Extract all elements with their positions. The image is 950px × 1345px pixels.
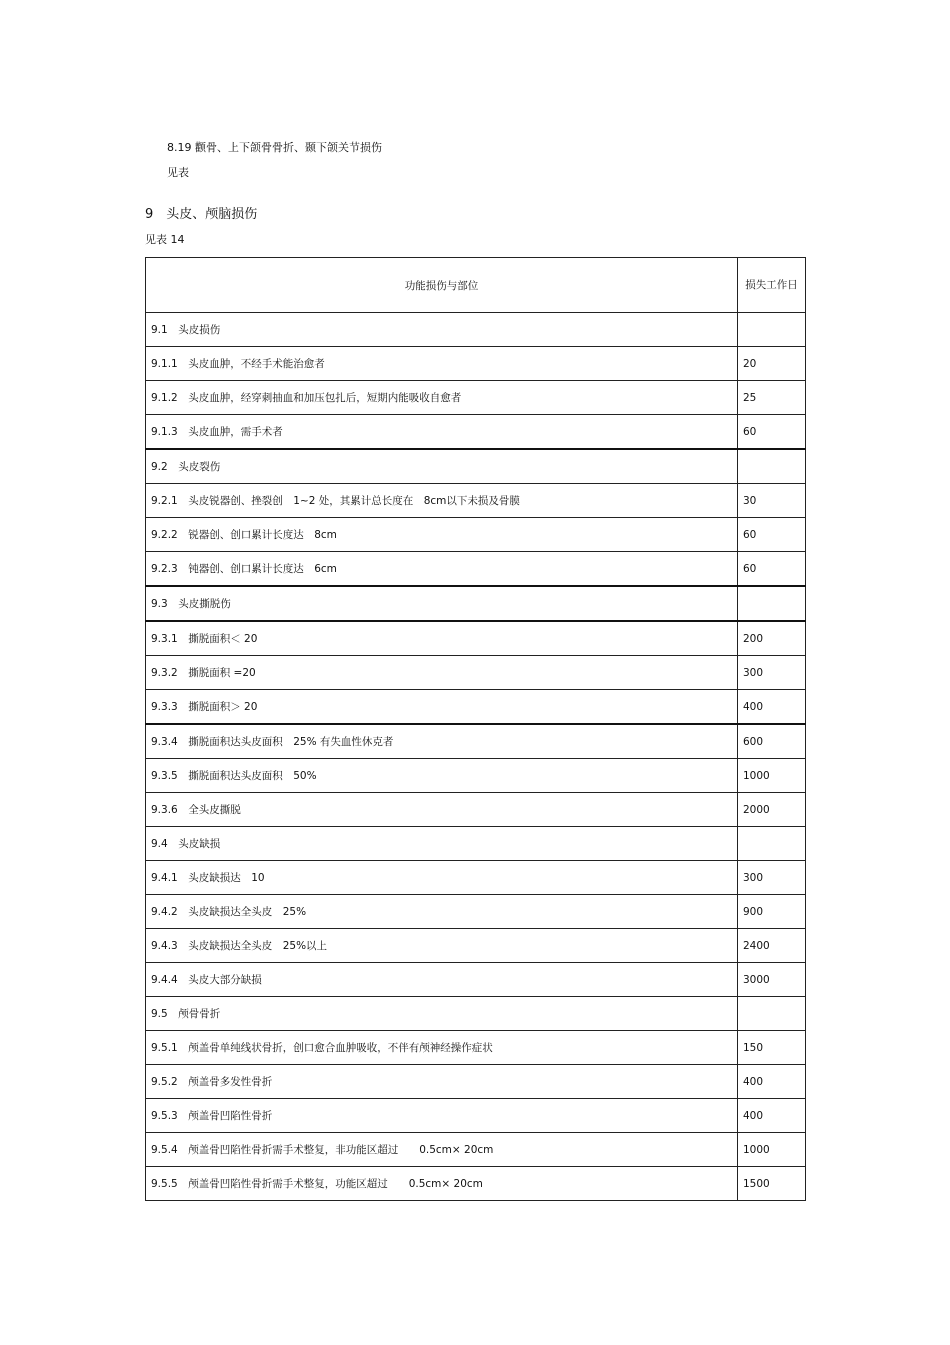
injury-description-cell: 9.4.2 头皮缺损达全头皮 25% xyxy=(146,895,738,929)
injury-description-cell: 9.1 头皮损伤 xyxy=(146,313,738,347)
table-row xyxy=(146,552,806,587)
injury-description-cell: 9.5.4 颅盖骨凹陷性骨折需手术整复，非功能区超过 0.5cm× 20cm xyxy=(146,1133,738,1167)
lost-workdays-cell xyxy=(738,449,806,484)
table-row xyxy=(146,793,806,827)
lost-workdays-cell: 60 xyxy=(738,518,806,552)
injury-description-cell: 9.2.2 锐器创、创口累计长度达 8cm xyxy=(146,518,738,552)
injury-description-cell: 9.5.5 颅盖骨凹陷性骨折需手术整复，功能区超过 0.5cm× 20cm xyxy=(146,1167,738,1201)
injury-description-cell: 9.4.4 头皮大部分缺损 xyxy=(146,963,738,997)
injury-description-cell: 9.3.6 全头皮撕脱 xyxy=(146,793,738,827)
injury-description-cell: 9.3 头皮撕脱伤 xyxy=(146,586,738,621)
section-9-heading: 9 头皮、颅脑损伤 xyxy=(145,207,258,222)
table-row xyxy=(146,415,806,450)
lost-workdays-cell xyxy=(738,827,806,861)
table-row xyxy=(146,1099,806,1133)
table-row xyxy=(146,381,806,415)
table-row xyxy=(146,963,806,997)
lost-workdays-cell xyxy=(738,997,806,1031)
table-header-row xyxy=(146,258,806,313)
lost-workdays-cell: 25 xyxy=(738,381,806,415)
injury-description-cell: 9.3.3 撕脱面积＞ 20 xyxy=(146,690,738,725)
table-row xyxy=(146,347,806,381)
lost-workdays-cell: 2000 xyxy=(738,793,806,827)
lost-workdays-cell: 300 xyxy=(738,861,806,895)
table-row xyxy=(146,929,806,963)
lost-workdays-cell: 1000 xyxy=(738,759,806,793)
injury-description-cell: 9.3.5 撕脱面积达头皮面积 50% xyxy=(146,759,738,793)
lost-workdays-cell: 150 xyxy=(738,1031,806,1065)
injury-description-cell: 9.2 头皮裂伤 xyxy=(146,449,738,484)
injury-description-cell: 9.2.1 头皮锐器创、挫裂创 1~2 处，其累计总长度在 8cm以下未损及骨膜 xyxy=(146,484,738,518)
injury-description-cell: 9.4.1 头皮缺损达 10 xyxy=(146,861,738,895)
table-row xyxy=(146,690,806,725)
section-8-19-heading: 8.19 颧骨、上下颌骨骨折、颞下颌关节损伤 xyxy=(167,141,382,154)
table-row xyxy=(146,621,806,656)
injury-description-cell: 9.5.1 颅盖骨单纯线状骨折，创口愈合血肿吸收，不伴有颅神经操作症状 xyxy=(146,1031,738,1065)
section-8-19-see-table: 见表 xyxy=(167,166,189,179)
lost-workdays-cell: 1500 xyxy=(738,1167,806,1201)
header-lost-workdays: 损失工作日 xyxy=(738,258,806,313)
table-row xyxy=(146,656,806,690)
table-row xyxy=(146,1167,806,1201)
lost-workdays-cell: 60 xyxy=(738,552,806,587)
injury-description-cell: 9.3.2 撕脱面积 =20 xyxy=(146,656,738,690)
lost-workdays-cell xyxy=(738,313,806,347)
table-row xyxy=(146,997,806,1031)
lost-workdays-cell: 3000 xyxy=(738,963,806,997)
table-row xyxy=(146,861,806,895)
lost-workdays-cell xyxy=(738,586,806,621)
injury-description-cell: 9.2.3 钝器创、创口累计长度达 6cm xyxy=(146,552,738,587)
injury-description-cell: 9.1.2 头皮血肿，经穿刺抽血和加压包扎后，短期内能吸收自愈者 xyxy=(146,381,738,415)
lost-workdays-cell: 300 xyxy=(738,656,806,690)
injury-description-cell: 9.5 颅骨骨折 xyxy=(146,997,738,1031)
table-row xyxy=(146,449,806,484)
table-row xyxy=(146,724,806,759)
lost-workdays-cell: 2400 xyxy=(738,929,806,963)
table-row xyxy=(146,484,806,518)
table-row xyxy=(146,586,806,621)
lost-workdays-cell: 400 xyxy=(738,690,806,725)
lost-workdays-cell: 1000 xyxy=(738,1133,806,1167)
injury-workday-table xyxy=(145,257,806,1201)
table-row xyxy=(146,1031,806,1065)
lost-workdays-cell: 30 xyxy=(738,484,806,518)
section-9-see-table: 见表 14 xyxy=(145,233,185,246)
table-row xyxy=(146,518,806,552)
injury-description-cell: 9.1.1 头皮血肿，不经手术能治愈者 xyxy=(146,347,738,381)
lost-workdays-cell: 200 xyxy=(738,621,806,656)
table-row xyxy=(146,313,806,347)
table-row xyxy=(146,1133,806,1167)
lost-workdays-cell: 600 xyxy=(738,724,806,759)
injury-description-cell: 9.5.3 颅盖骨凹陷性骨折 xyxy=(146,1099,738,1133)
lost-workdays-cell: 400 xyxy=(738,1099,806,1133)
table-row xyxy=(146,1065,806,1099)
injury-description-cell: 9.4.3 头皮缺损达全头皮 25%以上 xyxy=(146,929,738,963)
injury-description-cell: 9.4 头皮缺损 xyxy=(146,827,738,861)
injury-description-cell: 9.3.1 撕脱面积＜ 20 xyxy=(146,621,738,656)
table-row xyxy=(146,895,806,929)
table-row xyxy=(146,827,806,861)
table-body xyxy=(146,313,806,1201)
injury-description-cell: 9.1.3 头皮血肿，需手术者 xyxy=(146,415,738,450)
lost-workdays-cell: 400 xyxy=(738,1065,806,1099)
header-function-injury-site: 功能损伤与部位 xyxy=(146,258,738,313)
lost-workdays-cell: 20 xyxy=(738,347,806,381)
table-row xyxy=(146,759,806,793)
lost-workdays-cell: 900 xyxy=(738,895,806,929)
injury-description-cell: 9.5.2 颅盖骨多发性骨折 xyxy=(146,1065,738,1099)
injury-description-cell: 9.3.4 撕脱面积达头皮面积 25% 有失血性休克者 xyxy=(146,724,738,759)
lost-workdays-cell: 60 xyxy=(738,415,806,450)
